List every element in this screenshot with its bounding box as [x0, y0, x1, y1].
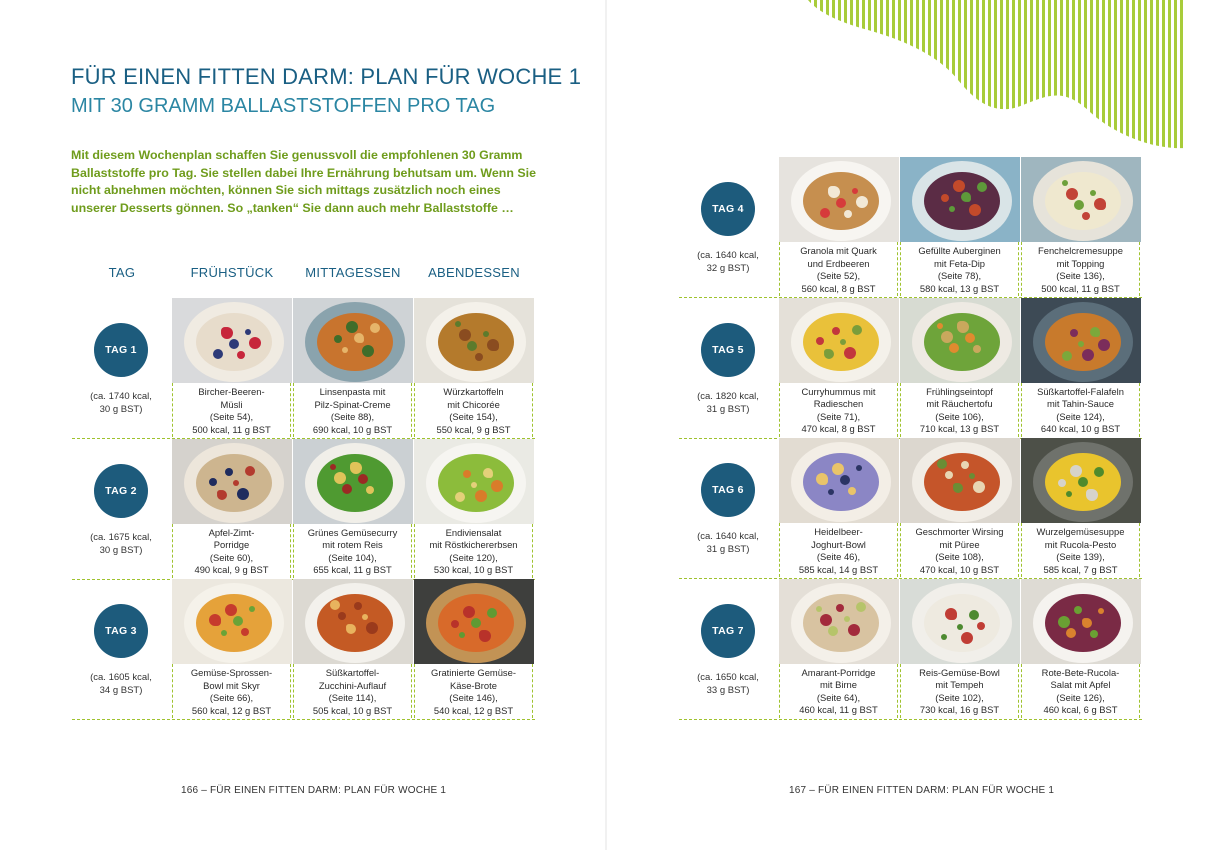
day-fiber: 34 g BST) [99, 685, 143, 696]
meal-name-line: Süßkartoffel- [325, 667, 380, 678]
meal-nutrition: 710 kcal, 13 g BST [919, 423, 1000, 435]
meal-photo [293, 439, 413, 524]
meal-photo [1021, 579, 1141, 664]
meal-photo [1021, 157, 1141, 242]
meal-cell [1021, 438, 1141, 578]
meal-caption [779, 523, 898, 577]
day-calories [678, 249, 778, 275]
meal-name-line: Linsenpasta mit [319, 386, 386, 397]
meal-cell [900, 157, 1020, 297]
meal-cell [414, 579, 534, 719]
meal-photo [414, 579, 534, 664]
meal-name-line: Amarant-Porridge [801, 666, 876, 678]
meal-caption [1021, 523, 1140, 577]
meal-page-ref: (Seite 114), [328, 692, 377, 704]
meal-page-ref: (Seite 71), [816, 410, 861, 422]
meal-name-line: Bowl mit Skyr [203, 679, 260, 691]
meal-name-line: mit Röstkichererbsen [429, 539, 518, 551]
meal-cell [1021, 298, 1141, 438]
meal-photo [1021, 438, 1141, 523]
column-header-fruehstueck: FRÜHSTÜCK [190, 265, 274, 280]
meal-cell [293, 579, 413, 719]
day-calories [678, 671, 778, 697]
meal-cell [900, 438, 1020, 578]
meal-page-ref: (Seite 108), [935, 551, 984, 563]
day-kcal: (ca. 1640 kcal, [697, 531, 759, 542]
meal-caption [172, 383, 291, 437]
meal-name-line: Gratinierte Gemüse- [431, 667, 516, 678]
day-calories [678, 530, 778, 556]
meal-nutrition: 470 kcal, 8 g BST [801, 423, 876, 435]
day-badge: TAG 4 [701, 182, 755, 236]
meal-photo [172, 439, 292, 524]
meal-cell [1021, 157, 1141, 297]
meal-photo [779, 579, 899, 664]
day-fiber: 30 g BST) [99, 544, 143, 556]
meal-page-ref: (Seite 66), [209, 692, 254, 704]
meal-photo [900, 298, 1020, 383]
meal-name-line: mit Püree [939, 538, 980, 550]
day-badge: TAG 5 [701, 323, 755, 377]
meal-name-line: mit Chicorée [447, 398, 500, 410]
meal-cell [779, 579, 899, 719]
meal-nutrition: 505 kcal, 10 g BST [312, 704, 393, 716]
meal-name-line: Frühlingseintopf [926, 385, 993, 397]
meal-nutrition: 640 kcal, 10 g BST [1040, 423, 1121, 435]
day-calories [71, 531, 171, 557]
meal-cell [900, 579, 1020, 719]
meal-page-ref: (Seite 146), [449, 692, 498, 704]
meal-name-line: Granola mit Quark [800, 245, 877, 256]
meal-name-line: Apfel-Zimt- [208, 526, 255, 538]
meal-photo [293, 579, 413, 664]
meal-caption [293, 664, 412, 718]
meal-caption [900, 383, 1019, 437]
meal-page-ref: (Seite 136), [1056, 270, 1105, 282]
meal-cell [414, 439, 534, 579]
meal-name-line: Würzkartoffeln [443, 386, 504, 397]
meal-page-ref: (Seite 120), [449, 551, 498, 563]
meal-caption [414, 664, 533, 718]
meal-name-line: Curryhummus mit [801, 385, 876, 397]
meal-nutrition: 460 kcal, 6 g BST [1043, 704, 1118, 716]
meal-page-ref: (Seite 60), [209, 551, 254, 563]
meal-name-line: Rote-Bete-Rucola- [1041, 666, 1120, 678]
meal-name-line: Gemüse-Sprossen- [190, 667, 273, 678]
meal-cell [172, 298, 292, 438]
meal-name-line: mit Birne [820, 679, 857, 691]
meal-caption [172, 524, 291, 578]
meal-name-line: Pilz-Spinat-Creme [314, 398, 391, 410]
meal-name-line: Heidelbeer- [814, 526, 863, 537]
day-kcal: (ca. 1650 kcal, [697, 671, 759, 683]
meal-caption [900, 242, 1019, 296]
meal-name-line: mit Räuchertofu [926, 398, 993, 410]
meal-name-line: Müsli [220, 398, 243, 410]
meal-caption [900, 664, 1019, 718]
meal-photo [172, 298, 292, 383]
meal-caption [293, 383, 412, 437]
day-badge: TAG 7 [701, 604, 755, 658]
meal-caption [1021, 383, 1140, 437]
meal-name-line: Fenchelcremesuppe [1038, 245, 1123, 256]
meal-name-line: mit Tempeh [935, 679, 984, 691]
meal-caption [414, 383, 533, 437]
meal-nutrition: 460 kcal, 11 g BST [799, 704, 878, 716]
meal-name-line: Süßkartoffel-Falafeln [1037, 385, 1124, 397]
meal-photo [293, 298, 413, 383]
meal-name-line: mit Feta-Dip [933, 257, 986, 269]
meal-caption [779, 383, 898, 437]
meal-name-line: Porridge [213, 539, 250, 551]
meal-photo [172, 579, 292, 664]
meal-nutrition: 470 kcal, 10 g BST [919, 563, 1000, 575]
day-badge: TAG 2 [94, 464, 148, 518]
meal-cell [293, 298, 413, 438]
meal-nutrition: 550 kcal, 9 g BST [436, 423, 511, 435]
meal-name-line: Bircher-Beeren- [198, 386, 265, 397]
meal-cell [779, 298, 899, 438]
meal-cell [779, 438, 899, 578]
day-fiber: 33 g BST) [706, 684, 750, 696]
intro-paragraph: Mit diesem Wochenplan schaffen Sie genussvoll die empfohlenen 30 Gramm Ballaststoffe pro Tag. Sie stellen dabei Ihre Ernährung behutsam um. Wenn Sie nicht abnehmen möchten, können Sie sich mittags zusätzlich noch eines unserer Desserts gönnen. So „tanken“ Sie dann auch mehr Ballaststoffe … [71, 148, 536, 215]
meal-nutrition: 560 kcal, 12 g BST [191, 704, 272, 716]
day-calories [71, 390, 171, 416]
meal-photo [900, 579, 1020, 664]
meal-name-line: Gefüllte Auberginen [918, 245, 1001, 256]
meal-page-ref: (Seite 52), [816, 270, 861, 282]
day-fiber: 31 g BST) [706, 403, 750, 415]
meal-page-ref: (Seite 154), [449, 411, 498, 423]
day-fiber: 31 g BST) [706, 544, 750, 555]
meal-page-ref: (Seite 139), [1056, 551, 1105, 563]
meal-name-line: mit Rucola-Pesto [1044, 538, 1117, 550]
day-kcal: (ca. 1640 kcal, [697, 250, 759, 261]
meal-cell [172, 579, 292, 719]
page-footer-left: 166 – FÜR EINEN FITTEN DARM: PLAN FÜR WOCHE 1 [181, 785, 447, 796]
meal-name-line: Geschmorter Wirsing [915, 526, 1004, 537]
meal-nutrition: 580 kcal, 13 g BST [919, 282, 1000, 294]
meal-name-line: Wurzelgemüsesuppe [1036, 526, 1125, 537]
meal-name-line: und Erdbeeren [807, 257, 870, 269]
meal-photo [779, 298, 899, 383]
meal-cell [779, 157, 899, 297]
meal-name-line: mit Topping [1056, 257, 1105, 269]
meal-page-ref: (Seite 54), [209, 411, 254, 423]
meal-photo [900, 157, 1020, 242]
meal-cell [172, 439, 292, 579]
day-kcal: (ca. 1820 kcal, [697, 390, 759, 402]
page-subtitle: MIT 30 GRAMM BALLASTSTOFFEN PRO TAG [71, 95, 496, 117]
page-title: FÜR EINEN FITTEN DARM: PLAN FÜR WOCHE 1 [71, 64, 582, 89]
meal-caption [779, 242, 898, 296]
meal-caption [293, 524, 412, 578]
day-fiber: 30 g BST) [99, 404, 143, 415]
meal-name-line: Käse-Brote [450, 679, 497, 691]
column-header-abendessen: ABENDESSEN [428, 265, 520, 280]
row-separator [679, 719, 1142, 720]
meal-nutrition: 585 kcal, 14 g BST [798, 563, 879, 575]
meal-cell [293, 439, 413, 579]
row-separator [72, 719, 535, 720]
column-header-tag: TAG [108, 265, 136, 280]
meal-page-ref: (Seite 104), [328, 551, 377, 563]
meal-cell [900, 298, 1020, 438]
meal-name-line: Joghurt-Bowl [811, 538, 866, 550]
meal-nutrition: 585 kcal, 7 g BST [1043, 563, 1118, 575]
meal-caption [414, 524, 533, 578]
meal-page-ref: (Seite 102), [935, 691, 984, 703]
meal-page-ref: (Seite 106), [935, 410, 984, 422]
day-badge: TAG 1 [94, 323, 148, 377]
meal-name-line: mit rotem Reis [322, 539, 383, 551]
meal-nutrition: 690 kcal, 10 g BST [312, 423, 393, 435]
page-footer-right: 167 – FÜR EINEN FITTEN DARM: PLAN FÜR WOCHE 1 [789, 785, 1055, 796]
meal-photo [1021, 298, 1141, 383]
meal-nutrition: 540 kcal, 12 g BST [433, 704, 514, 716]
decorative-striped-blob [808, 0, 1188, 150]
meal-photo [900, 438, 1020, 523]
meal-name-line: Zucchini-Auflauf [318, 679, 387, 691]
meal-name-line: Salat mit Apfel [1050, 679, 1111, 691]
meal-caption [1021, 242, 1140, 296]
meal-photo [779, 157, 899, 242]
meal-nutrition: 730 kcal, 16 g BST [919, 704, 1000, 716]
meal-page-ref: (Seite 46), [816, 551, 861, 563]
meal-photo [414, 298, 534, 383]
meal-page-ref: (Seite 78), [937, 270, 982, 282]
meal-name-line: Grünes Gemüsecurry [307, 526, 398, 538]
day-calories [71, 671, 171, 697]
column-header-mittagessen: MITTAGESSEN [305, 265, 401, 280]
meal-nutrition: 655 kcal, 11 g BST [313, 564, 392, 576]
day-calories [678, 390, 778, 416]
meal-nutrition: 530 kcal, 10 g BST [433, 564, 514, 576]
day-badge: TAG 3 [94, 604, 148, 658]
meal-caption [172, 664, 291, 718]
meal-nutrition: 500 kcal, 11 g BST [192, 423, 271, 435]
meal-photo [414, 439, 534, 524]
meal-name-line: Radieschen [813, 398, 864, 410]
meal-cell [1021, 579, 1141, 719]
meal-nutrition: 500 kcal, 11 g BST [1041, 282, 1120, 294]
day-fiber: 32 g BST) [706, 263, 750, 274]
day-kcal: (ca. 1675 kcal, [90, 531, 152, 543]
meal-page-ref: (Seite 126), [1056, 691, 1105, 703]
day-badge: TAG 6 [701, 463, 755, 517]
meal-page-ref: (Seite 64), [816, 691, 861, 703]
meal-caption [779, 664, 898, 718]
day-kcal: (ca. 1605 kcal, [90, 672, 152, 683]
meal-nutrition: 490 kcal, 9 g BST [194, 564, 269, 576]
meal-caption [1021, 664, 1140, 718]
meal-page-ref: (Seite 124), [1056, 410, 1105, 422]
meal-caption [900, 523, 1019, 577]
meal-name-line: mit Tahin-Sauce [1046, 398, 1115, 410]
meal-name-line: Reis-Gemüse-Bowl [919, 666, 1000, 678]
meal-page-ref: (Seite 88), [330, 411, 375, 423]
day-kcal: (ca. 1740 kcal, [90, 391, 152, 402]
meal-photo [779, 438, 899, 523]
meal-nutrition: 560 kcal, 8 g BST [801, 282, 876, 294]
meal-cell [414, 298, 534, 438]
meal-name-line: Endiviensalat [445, 526, 502, 538]
